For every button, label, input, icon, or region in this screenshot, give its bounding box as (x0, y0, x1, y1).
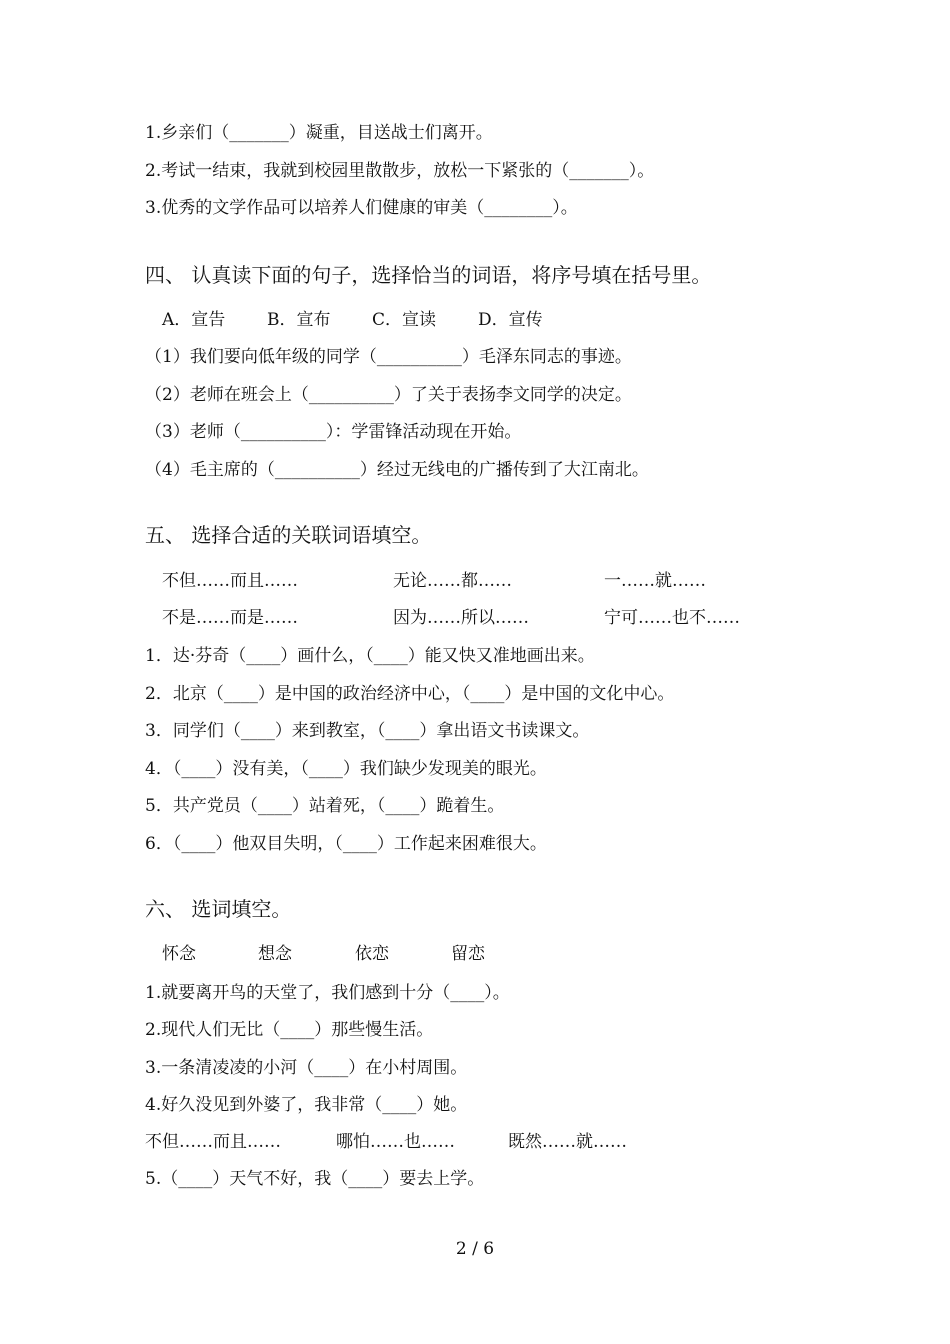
s4-item-3: （3）老师（__________）：学雷锋活动现在开始。 (145, 422, 522, 442)
s3-item-3: 3.优秀的文学作品可以培养人们健康的审美（________）。 (145, 198, 578, 218)
s4-item-1: （1）我们要向低年级的同学（__________）毛泽东同志的事迹。 (145, 347, 632, 367)
s6-option2-2: 哪怕……也…… (336, 1132, 455, 1152)
s5-option-5: 因为……所以…… (393, 608, 529, 628)
s4-option-c: C．宣读 (372, 310, 437, 330)
s6-item-5: 5.（____）天气不好，我（____）要去上学。 (145, 1169, 485, 1189)
s3-item-2: 2.考试一结束，我就到校园里散散步，放松一下紧张的（_______）。 (145, 161, 655, 181)
s5-item-3: 3．同学们（____）来到教室，（____）拿出语文书读课文。 (145, 721, 590, 741)
s6-item-3: 3.一条清凌凌的小河（____）在小村周围。 (145, 1058, 468, 1078)
s5-option-1: 不但……而且…… (162, 571, 298, 591)
s5-item-1: 1．达·芬奇（____）画什么，（____）能又快又准地画出来。 (145, 646, 595, 666)
s4-option-b: B．宣布 (267, 310, 331, 330)
s4-item-2: （2）老师在班会上（__________）了关于表扬李文同学的决定。 (145, 385, 632, 405)
s5-item-2: 2．北京（____）是中国的政治经济中心，（____）是中国的文化中心。 (145, 684, 675, 704)
s4-option-d: D．宣传 (478, 310, 543, 330)
s3-item-1: 1.乡亲们（_______）凝重，目送战士们离开。 (145, 123, 493, 143)
s5-option-2: 无论……都…… (393, 571, 512, 591)
page-number: 2 / 6 (455, 1239, 495, 1259)
s5-item-4: 4．（____）没有美，（____）我们缺少发现美的眼光。 (145, 759, 547, 779)
s6-option-2: 想念 (258, 944, 292, 964)
s6-option-4: 留恋 (451, 944, 485, 964)
s6-item-1: 1.就要离开鸟的天堂了，我们感到十分（____）。 (145, 983, 510, 1003)
s5-option-3: 一……就…… (604, 571, 706, 591)
s5-option-4: 不是……而是…… (162, 608, 298, 628)
s6-option2-1: 不但……而且…… (145, 1132, 281, 1152)
section-6-heading: 六、 选词填空。 (145, 897, 292, 921)
section-5-heading: 五、 选择合适的关联词语填空。 (145, 523, 432, 547)
s5-option-6: 宁可……也不…… (604, 608, 740, 628)
s6-item-4: 4.好久没见到外婆了，我非常（____）她。 (145, 1095, 468, 1115)
s4-option-a: A．宣告 (162, 310, 226, 330)
s6-item-2: 2.现代人们无比（____）那些慢生活。 (145, 1020, 434, 1040)
s5-item-5: 5．共产党员（____）站着死，（____）跪着生。 (145, 796, 505, 816)
s6-option-1: 怀念 (162, 944, 196, 964)
s6-option-3: 依恋 (355, 944, 389, 964)
section-4-heading: 四、 认真读下面的句子，选择恰当的词语，将序号填在括号里。 (145, 263, 712, 287)
s4-item-4: （4）毛主席的（__________）经过无线电的广播传到了大江南北。 (145, 460, 649, 480)
s5-item-6: 6．（____）他双目失明，（____）工作起来困难很大。 (145, 834, 547, 854)
s6-option2-3: 既然……就…… (508, 1132, 627, 1152)
